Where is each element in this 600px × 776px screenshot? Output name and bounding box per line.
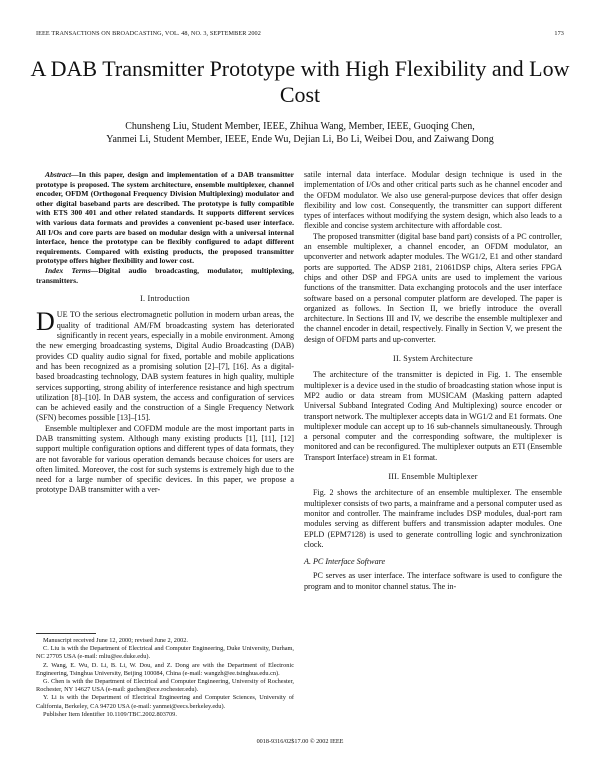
index-terms — [36, 266, 294, 285]
footnote-chen: G. Chen is with the Department of Electrical and Computer Engineering, University of Rochester, Rochester, NY 14627 USA (e-mail: guchen@ece.rochester.edu). — [36, 678, 294, 694]
left-column — [36, 170, 294, 496]
author-line-2: Yanmei Li, Student Member, IEEE, Ende Wu, Dejian Li, Bo Li, Weibei Dou, and Zaiwang Dong — [106, 134, 494, 145]
index-terms-text: Digital audio broadcasting, modulator, multiplexing, transmitters. — [36, 265, 294, 285]
drop-cap: D — [36, 307, 55, 337]
section-heading-system-architecture: II. System Architecture — [393, 354, 473, 364]
running-header — [36, 30, 564, 42]
architecture-paragraph: The architecture of the transmitter is depicted in Fig. 1. The ensemble multiplexer is a device used in the studio of broadcasting station whose input is MP2 audio or data stream from MUSICAM (Masking pattern adapted Universal Subband Integrated Coding And Multiplexing) source encoder or transport network. The multiplexer accepts data in WG1/2 and E1 formats. One multiplexer module can accept up to 16 sub-channels simultaneously. Through a personal computer and the corresponding software, the multiplexer is monitored and can be reconfigured. The multiplexer outputs an ETI (Ensemble Transport Interface) stream in E1 format. — [304, 370, 562, 462]
multiplexer-paragraph: Fig. 2 shows the architecture of an ensemble multiplexer. The ensemble multiplexer consists of two parts, a mainframe and a personal computer used as monitor and controller. The mainframe includes DSP modules, dual-port ram modules serving as different buffers and transmission adapter modules. One EPLD (EPM7128) is used to generate controlling logic and synchronization clock. — [304, 488, 562, 549]
footnotes — [36, 633, 294, 719]
intro-paragraph-1-text: UE TO the serious electromagnetic pollution in modern urban areas, the quality of traditional AM/FM broadcasting system has deteriorated significantly in recent years, especially in a mobile environment. Among the new emerging broadcasting systems, Digital Audio Broadcasting (DAB) provides CD quality audio signal for fixed, portable and mobile applications and has been recognized as a promising solution [2]–[7], [16]. As a digital-based broadcasting technology, DAB system features in high quality, multiple services supporting, strong ability of interference resistance and high spectrum utilization [8]–[10]. In DAB system, the access and configuration of services can be achieved easily and the construction of a Single Frequency Network (SFN) becomes possible [13]–[15]. — [36, 310, 294, 423]
right-column — [304, 170, 562, 592]
footnote-liu: C. Liu is with the Department of Electrical and Computer Engineering, Duke University, Durham, NC 27705 USA (e-mail: mliu@ee.duke.edu). — [36, 645, 294, 661]
author-line-1: Chunsheng Liu, Student Member, IEEE, Zhihua Wang, Member, IEEE, Guoqing Chen, — [125, 121, 475, 132]
footnote-rule — [36, 633, 96, 634]
footnote-li: Y. Li is with the Department of Electrical Engineering and Computer Sciences, University of California, Berkeley, CA 94720 USA (e-mail: yanmei@eecs.berkeley.edu). — [36, 694, 294, 710]
author-list — [60, 120, 540, 146]
abstract-label: Abstract— — [45, 170, 79, 179]
footnote-manuscript: Manuscript received June 12, 2000; revised June 2, 2002. — [43, 637, 188, 644]
intro-paragraph-1 — [36, 307, 294, 423]
intro-paragraph-4: The proposed transmitter (digital base band part) consists of a PC controller, an ensemble multiplexer, a channel encoder, an OFDM modulator, an upconverter and network adapter modules. The WG1/2, E1 and other standard ports are supported. The ADSP 2181, 21061DSP chips, Altera series FPGA chips and other DSP and FPGA units are used to implement the various functions of the transmitter. Data exchanging protocols and the user interface software based on a personal computer platform are developed. The paper is organized as follows. In Section II, we briefly introduce the overall architecture. In Sections III and IV, we describe the ensemble multiplexer and the channel encoder in detail, respectively. Finally in Section V, we present the design of OFDM parts and up-converter. — [304, 231, 562, 344]
pc-interface-paragraph: PC serves as user interface. The interface software is used to configure the program and to monitor channel status. The in- — [304, 571, 562, 591]
journal-name: IEEE TRANSACTIONS ON BROADCASTING, VOL. 48, NO. 3, SEPTEMBER 2002 — [36, 30, 261, 37]
section-heading-ensemble-multiplexer: III. Ensemble Multiplexer — [388, 472, 478, 482]
abstract-text: In this paper, design and implementation of a DAB transmitter prototype is proposed. The system architecture, ensemble multiplexer, channel encoder, OFDM (Orthogonal Frequency Division Multiplexing) modulator and other digital baseband parts are described. The prototype is fully compatible with ETS 300 401 and other related standards. It supports different services with various data formats and provides a convenient pc-based user interface. All I/Os and core parts are based on modular design with a universal internal interface, hence the prototype can be flexibly configured to adapt different requirements. Compared with existing products, the proposed transmitter prototype offers higher flexibility and lower cost. — [36, 170, 294, 266]
footnote-publisher-id: Publisher Item Identifier 10.1109/TBC.2002.803709. — [43, 710, 177, 718]
abstract — [36, 170, 294, 266]
subsection-heading-pc-interface: A. PC Interface Software — [304, 557, 386, 567]
index-terms-label: Index Terms— — [45, 265, 99, 275]
section-heading-introduction: I. Introduction — [140, 294, 190, 304]
intro-paragraph-3: satile internal data interface. Modular design technique is used in the implementation of I/Os and other critical parts such as he channel encoder and the OFDM modulator. We also use general-purpose devices that offer design flexibility and low cost. Consequently, the transmitter can support different types of interfaces without modifying the system design, which also leads to a flexible and concise system architecture with affordable cost. — [304, 170, 562, 231]
footnote-wang: Z. Wang, E. Wu, D. Li, B. Li, W. Dou, and Z. Dong are with the Department of Electronic Engineering, Tsinghua University, Beijing 100084, China (e-mail: wangzh@ee.tsinghua.edu.cn). — [36, 661, 294, 677]
page-number: 173 — [554, 30, 564, 37]
paper-title: A DAB Transmitter Prototype with High Flexibility and Low Cost — [30, 56, 570, 107]
copyright-footer: 0018-9316/02$17.00 © 2002 IEEE — [256, 738, 344, 745]
intro-paragraph-2: Ensemble multiplexer and COFDM module are the most important parts in DAB transmitting system. Although many existing products [1], [11], [12] support multiple configuration options and different types of data formats, they are not favorable for various operation demands because choices for users are often limited. Moreover, the cost for such systems is extremely high due to the need for a large number of specific devices. In this paper, we propose a prototype DAB transmitter with a ver- — [36, 423, 294, 495]
